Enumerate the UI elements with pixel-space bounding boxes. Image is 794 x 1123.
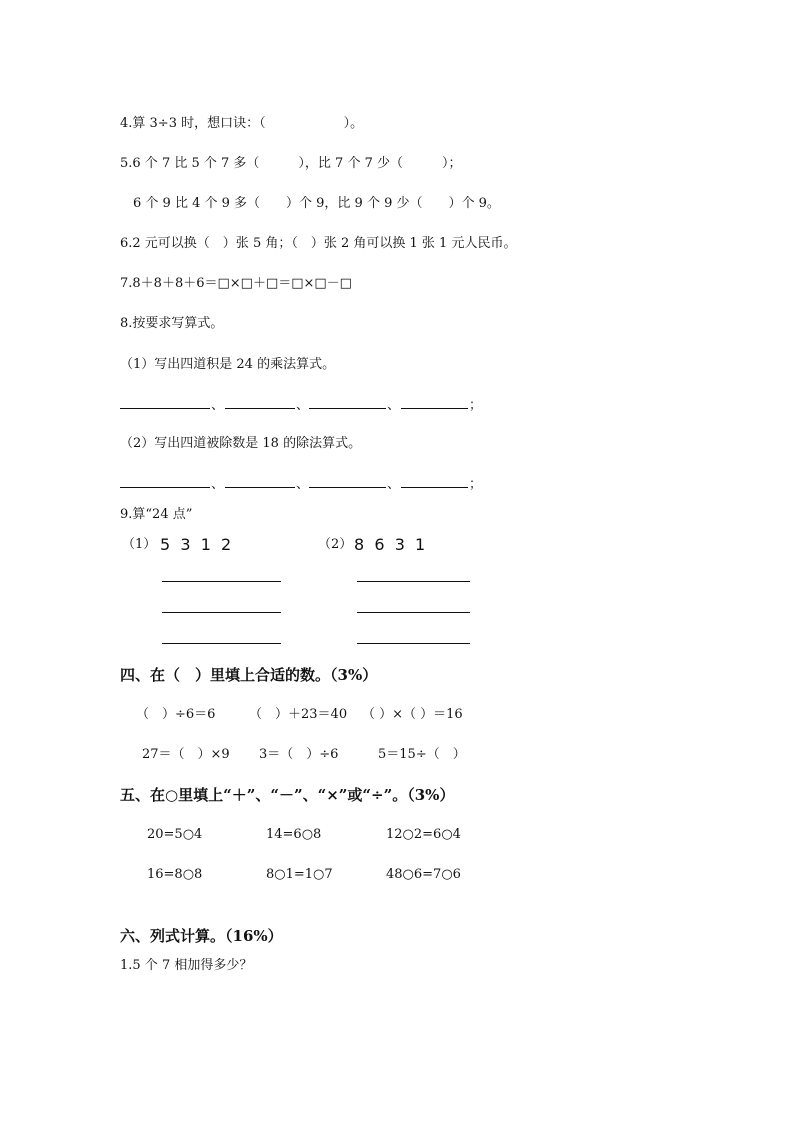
question-5-part-a: 5.6 个 7 比 5 个 7 多（ ），比 7 个 7 少（ ）； [120,156,462,171]
question-9-part-2-label: （2） [318,537,353,552]
separator: 、 [296,398,310,413]
fill-in-item: （ ）÷6＝6 [136,707,216,722]
answer-blank[interactable] [225,408,295,409]
question-9-part-2-numbers: 8 6 3 1 [354,535,426,554]
answer-blank[interactable] [162,581,281,582]
answer-blank[interactable] [120,408,210,409]
operator-item: 16=8○8 [147,867,203,882]
operator-item: 48○6=7○6 [386,867,461,882]
answer-blank[interactable] [162,612,281,613]
terminator: ； [469,398,483,413]
answer-blank[interactable] [401,408,468,409]
answer-blank[interactable] [162,643,281,644]
answer-blank[interactable] [357,643,470,644]
question-6: 6.2 元可以换（ ）张 5 角；（ ）张 2 角可以换 1 张 1 元人民币。 [120,236,517,251]
operator-item: 12○2=6○4 [386,827,461,842]
operator-item: 20=5○4 [147,827,203,842]
separator: 、 [296,477,310,492]
fill-in-item: 5＝15÷（ ） [378,747,466,762]
separator: 、 [211,398,225,413]
question-8-part-2: （2）写出四道被除数是 18 的除法算式。 [120,436,362,451]
fill-in-item: （ ）＋23＝40 [249,707,348,722]
separator: 、 [387,398,401,413]
fill-in-item: 3＝（ ）÷6 [259,747,339,762]
section-4-title: 四、在（ ）里填上合适的数。（3%） [120,666,378,684]
answer-blank[interactable] [120,487,210,488]
question-9-part-1-numbers: 5 3 1 2 [160,535,232,554]
section-6-title: 六、列式计算。（16%） [120,927,283,945]
question-9: 9.算“24 点” [120,507,193,522]
question-4: 4.算 3÷3 时，想口诀：（ ）。 [120,116,364,131]
section-5-title: 五、在○里填上“＋”、“－”、“×”或“÷”。（3%） [120,786,455,804]
terminator: ； [469,477,483,492]
question-5-part-b: 6 个 9 比 4 个 9 多（ ）个 9，比 9 个 9 少（ ）个 9。 [133,196,500,211]
question-8: 8.按要求写算式。 [120,316,224,331]
question-9-part-1-label: （1） [122,537,157,552]
answer-blank[interactable] [357,612,470,613]
operator-item: 14=6○8 [266,827,322,842]
answer-blank[interactable] [309,487,386,488]
fill-in-item: 27＝（ ）×9 [142,747,230,762]
answer-blank[interactable] [225,487,295,488]
answer-blank[interactable] [309,408,386,409]
fill-in-item: （ ）×（ ）＝16 [362,707,463,722]
separator: 、 [387,477,401,492]
operator-item: 8○1=1○7 [266,867,333,882]
answer-blank[interactable] [401,487,468,488]
answer-blank[interactable] [357,581,470,582]
separator: 、 [211,477,225,492]
question-7: 7.8＋8＋8＋6＝□×□＋□＝□×□－□ [120,276,352,291]
question-8-part-1: （1）写出四道积是 24 的乘法算式。 [120,357,336,372]
question-6-1: 1.5 个 7 相加得多少？ [120,958,253,973]
